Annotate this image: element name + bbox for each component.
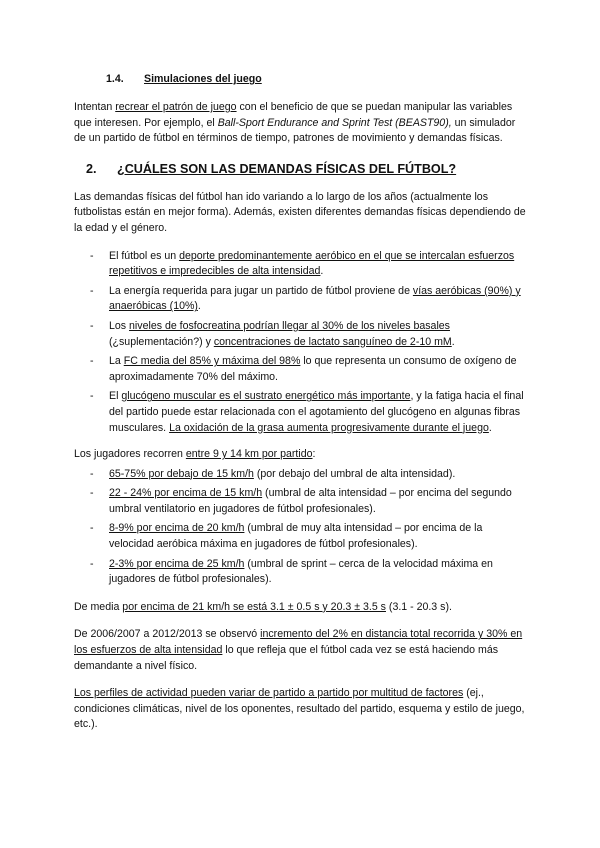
section-title: Simulaciones del juego <box>144 73 262 85</box>
bullet-dash: - <box>90 467 94 480</box>
demands-intro: Las demandas físicas del fútbol han ido variando a lo largo de los años (actualmente los futbolistas están en mejor forma). Además, existen diferentes demandas físicas dependiendo de la edad y el género. <box>74 190 526 234</box>
bullet-dash: - <box>90 557 94 570</box>
section-2-heading <box>74 161 526 177</box>
section-number: 2. <box>86 161 97 176</box>
bullet-dash: - <box>90 319 94 332</box>
text-run: un simulador de un partido de fútbol en términos de tiempo, patrones de movimiento y demandas físicas. <box>74 116 516 145</box>
bullet-dash: - <box>90 355 94 368</box>
bullet-dash: - <box>90 390 94 403</box>
list-item: - 2-3% por encima de 25 km/h (umbral de sprint – cerca de la velocidad máxima en jugadores de fútbol profesionales). <box>90 557 493 586</box>
bullet-dash: - <box>90 522 94 535</box>
simulation-paragraph <box>74 100 526 147</box>
list-item: - 8-9% por encima de 20 km/h (umbral de muy alta intensidad – por encima de la velocidad aeróbica máxima en jugadores de fútbol profesionales). <box>90 522 483 551</box>
list-item: - El fútbol es un deporte predominantemente aeróbico en el que se intercalan esfuerzos repetitivos e impredecibles de alta intensidad. <box>90 249 515 278</box>
list-item: - El glucógeno muscular es el sustrato energético más importante, y la fatiga hacia el final del partido puede estar relacionada con el agotamiento del glucógeno en algunas fibras musculares. La oxidación de la grasa aumenta progresivamente durante el juego. <box>90 390 524 434</box>
trend-paragraph: De 2006/2007 a 2012/2013 se observó incremento del 2% en distancia total recorrida y 30% en los esfuerzos de alta intensidad lo que refleja que el fútbol cada vez se está haciendo más demandante a nivel físico. <box>74 628 523 672</box>
distance-list <box>74 467 526 588</box>
physiology-list <box>74 249 526 437</box>
section-title: ¿CUÁLES SON LAS DEMANDAS FÍSICAS DEL FÚTBOL? <box>117 161 457 176</box>
text-run: Intentan <box>74 101 116 113</box>
average-paragraph: De media por encima de 21 km/h se está 3.1 ± 0.5 s y 20.3 ± 3.5 s (3.1 - 20.3 s). <box>74 600 452 613</box>
list-item: - Los niveles de fosfocreatina podrían llegar al 30% de los niveles basales (¿suplementación?) y concentraciones de lactato sanguíneo de 2-10 mM. <box>90 319 455 348</box>
list-item: - La FC media del 85% y máxima del 98% lo que representa un consumo de oxígeno de aproximadamente 70% del máximo. <box>90 355 517 383</box>
text-run: con el beneficio de que se puedan manipular las variables que interesen. Por ejemplo, el <box>74 101 513 129</box>
bullet-dash: - <box>90 284 94 297</box>
list-item: - 65-75% por debajo de 15 km/h (por debajo del umbral de alta intensidad). <box>74 467 526 483</box>
underlined-text: recrear el patrón de juego <box>115 101 237 113</box>
section-1-4-heading <box>106 72 526 86</box>
distance-intro: Los jugadores recorren entre 9 y 14 km por partido: <box>74 448 316 461</box>
italic-text: Ball-Sport Endurance and Sprint Test (BEAST90), <box>217 116 452 129</box>
list-item: - 22 - 24% por encima de 15 km/h (umbral de alta intensidad – por encima del segundo umbral ventilatorio en jugadores de fútbol profesionales). <box>90 487 512 515</box>
bullet-dash: - <box>90 487 94 500</box>
bullet-dash: - <box>90 249 94 262</box>
list-item: - La energía requerida para jugar un partido de fútbol proviene de vías aeróbicas (90%) y anaeróbicas (10%). <box>90 284 521 313</box>
section-number: 1.4. <box>106 73 124 85</box>
profiles-paragraph: Los perfiles de actividad pueden variar de partido a partido por multitud de factores (ej., condiciones climáticas, nivel de los oponentes, resultado del partido, esquema y estilo de juego, etc.). <box>74 687 525 731</box>
